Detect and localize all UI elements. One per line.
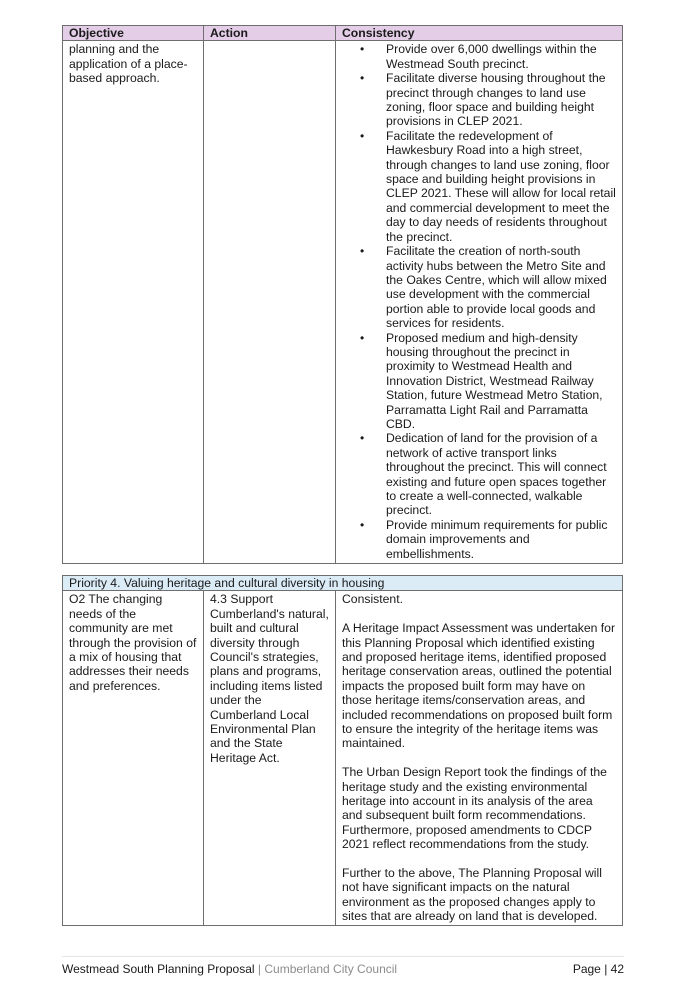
consistency-paragraph: Consistent. [342, 592, 403, 607]
footer-council: Cumberland City Council [264, 962, 398, 976]
list-item: • Facilitate diverse housing throughout the precinct through changes to land use zoning, floor space and building height provisions in CLEP 2021. [360, 71, 606, 129]
objective-cell: planning and the application of a place-based approach. [63, 41, 204, 564]
action-cell [204, 41, 336, 564]
bullet-icon: • [360, 128, 365, 143]
objective-cell: O2 The changing needs of the community are met through the provision of a mix of housing that addresses their needs and preferences. [63, 591, 204, 925]
footer-title: Westmead South Planning Proposal [62, 962, 255, 976]
bullet-icon: • [360, 42, 365, 57]
consistency-table-continued [62, 25, 623, 564]
bullet-icon: • [360, 517, 365, 532]
bullet-icon: • [360, 330, 365, 345]
list-item: • Provide over 6,000 dwellings within the Westmead South precinct. [360, 42, 597, 71]
list-item: • Facilitate the redevelopment of Hawkesbury Road into a high street, through changes to land use zoning, floor space and building height provisions in CLEP 2021. These will allow for local retail and commercial development to meet the day to day needs of residents throughout the precinct. [360, 128, 616, 244]
consistency-cell [336, 41, 623, 564]
bullet-icon: • [360, 244, 365, 259]
consistency-paragraph: Further to the above, The Planning Proposal will not have significant impacts on the natural environment as the proposed changes apply to sites that are already on land that is developed. [342, 866, 602, 924]
footer-separator: | [254, 962, 265, 976]
header-objective: Objective [63, 26, 204, 41]
priority-row [63, 576, 623, 591]
bullet-icon: • [360, 431, 365, 446]
list-item: • Dedication of land for the provision of a network of active transport links throughout the precinct. This will connect existing and future open spaces together to create a well-connected, walkable precinct. [360, 431, 607, 518]
footer-page-number: Page | 42 [572, 962, 624, 976]
table-row [63, 591, 623, 925]
consistency-bullet-list [342, 42, 616, 561]
table-row [63, 41, 623, 564]
footer-document-title [62, 962, 397, 976]
list-item: • Proposed medium and high-density housing throughout the precinct in proximity to Westmead Health and Innovation District, Westmead Railway Station, future Westmead Metro Station, Parramatta Light Rail and Parramatta CBD. [360, 330, 603, 431]
table-header-row [63, 26, 623, 41]
action-cell: 4.3 Support Cumberland's natural, built and cultural diversity through Council's strategies, plans and programs, including items listed under the Cumberland Local Environmental Plan and the State Heritage Act. [204, 591, 336, 925]
header-action: Action [204, 26, 336, 41]
list-item: • Facilitate the creation of north-south activity hubs between the Metro Site and the Oakes Centre, which will allow mixed use development with the commercial portion able to provide local goods and services for residents. [360, 244, 607, 331]
list-item: • Provide minimum requirements for public domain improvements and embellishments. [360, 517, 608, 561]
bullet-icon: • [360, 71, 365, 86]
page-footer [62, 956, 624, 976]
consistency-cell [336, 591, 623, 925]
priority-4-table [62, 575, 623, 926]
consistency-paragraph: A Heritage Impact Assessment was undertaken for this Planning Proposal which identified existing and proposed heritage items, identified proposed heritage conservation areas, outlined the potential impacts the proposed built form may have on those heritage items/conservation areas, and included recommendations on proposed built form to ensure the integrity of the heritage items was maintained. [342, 621, 615, 751]
header-consistency: Consistency [336, 26, 623, 41]
consistency-paragraph: The Urban Design Report took the findings of the heritage study and the existing environmental heritage into account in its analysis of the area and subsequent built form recommendations. Furthermore, proposed amendments to CDCP 2021 reflect recommendations from the study. [342, 765, 607, 852]
priority-heading: Priority 4. Valuing heritage and cultural diversity in housing [63, 576, 623, 591]
